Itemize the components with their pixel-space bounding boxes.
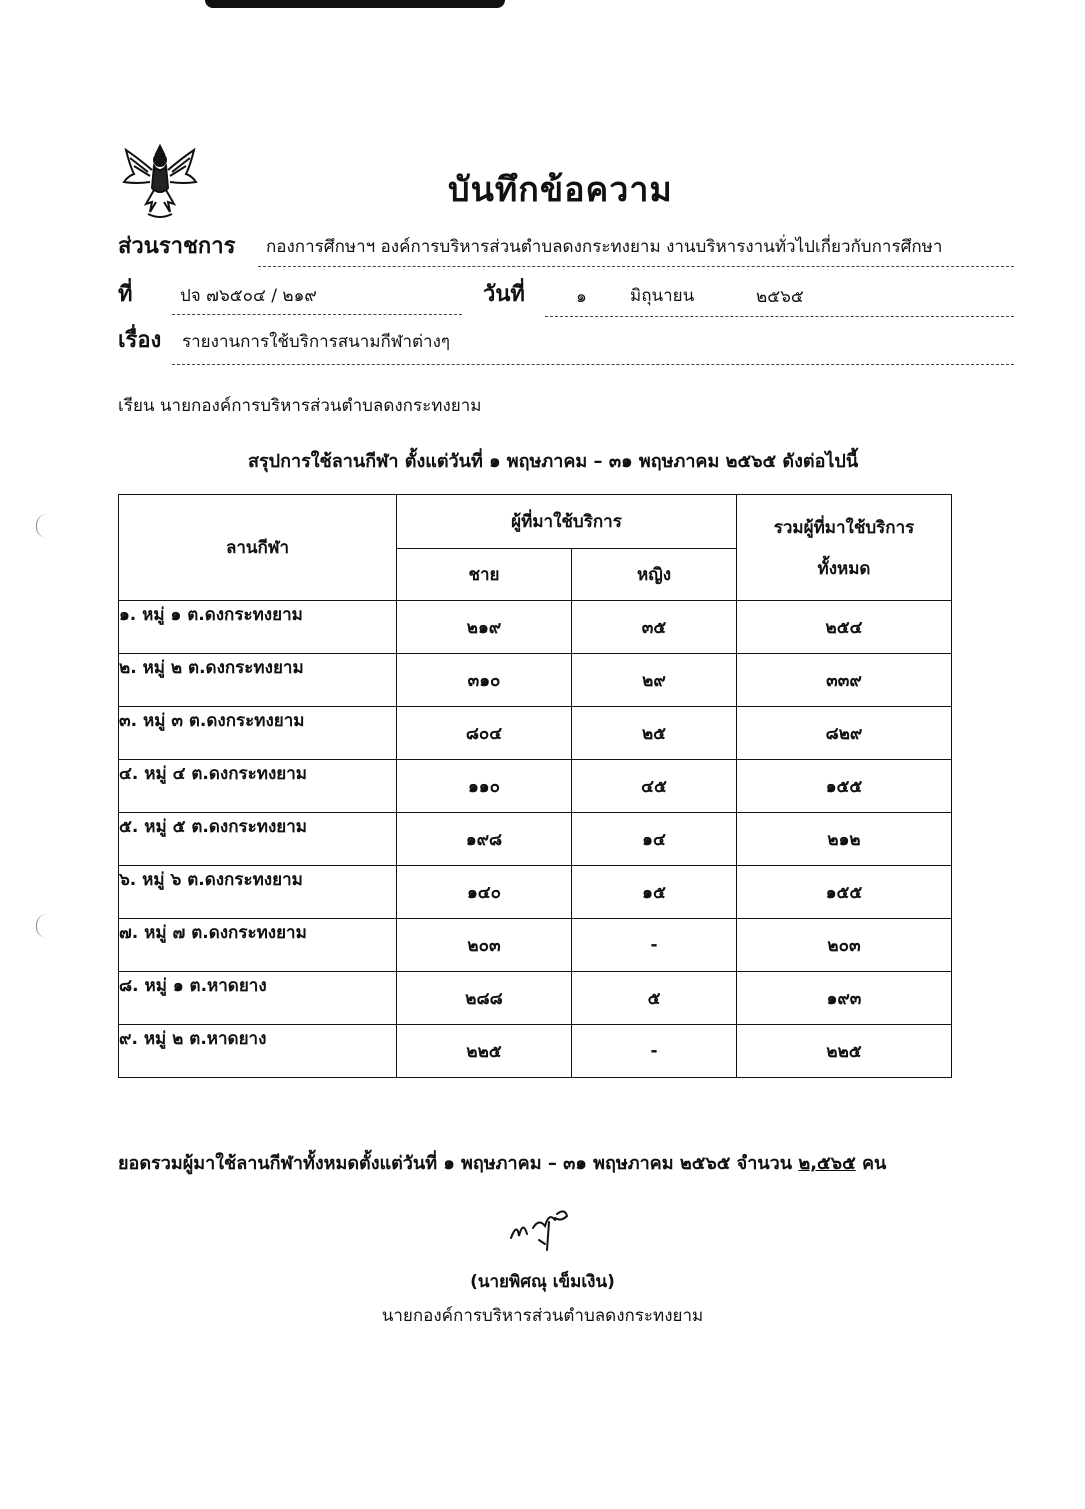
row-field-name: ๒. หมู่ ๒ ต.ดงกระทงยาม — [119, 654, 397, 707]
agency-label: ส่วนราชการ — [118, 234, 236, 259]
usage-table — [118, 494, 952, 1078]
row-male-count: ๒๒๕ — [397, 1025, 572, 1078]
table-row — [119, 601, 952, 654]
garuda-emblem-icon — [120, 140, 200, 222]
agency-value: กองการศึกษาฯ องค์การบริหารส่วนตำบลดงกระทงยาม งานบริหารงานทั่วไปเกี่ยวกับการศึกษา — [266, 237, 943, 257]
signatory-name: (นายพิศณุ เข็มเงิน) — [470, 1272, 615, 1292]
row-male-count: ๑๔๐ — [397, 866, 572, 919]
row-female-count: - — [572, 919, 737, 972]
ref-label: ที่ — [118, 282, 133, 307]
row-field-name: ๘. หมู่ ๑ ต.หาดยาง — [119, 972, 397, 1025]
date-label: วันที่ — [483, 282, 525, 307]
table-row — [119, 654, 952, 707]
row-field-name: ๕. หมู่ ๕ ต.ดงกระทงยาม — [119, 813, 397, 866]
header-field: ลานกีฬา — [119, 495, 397, 601]
header-total-line1: รวมผู้ที่มาใช้บริการ — [773, 517, 915, 538]
date-year: ๒๕๖๕ — [756, 287, 804, 307]
scan-edge-mark — [205, 0, 505, 8]
row-female-count: ๑๕ — [572, 866, 737, 919]
row-total-count: ๑๙๓ — [737, 972, 952, 1025]
grand-total-amount: ๒,๕๖๕ — [798, 1153, 856, 1174]
header-total — [737, 495, 952, 601]
row-field-name: ๙. หมู่ ๒ ต.หาดยาง — [119, 1025, 397, 1078]
header-total-line2: ทั้งหมด — [817, 558, 871, 579]
row-male-count: ๑๑๐ — [397, 760, 572, 813]
row-female-count: ๔๕ — [572, 760, 737, 813]
table-row — [119, 707, 952, 760]
row-total-count: ๒๑๒ — [737, 813, 952, 866]
handwritten-signature — [505, 1200, 585, 1256]
summary-heading: สรุปการใช้ลานกีฬา ตั้งแต่วันที่ ๑ พฤษภาคม – ๓๑ พฤษภาคม ๒๕๖๕ ดังต่อไปนี้ — [248, 451, 859, 472]
row-female-count: ๕ — [572, 972, 737, 1025]
row-female-count: ๑๔ — [572, 813, 737, 866]
page-title: บันทึกข้อความ — [448, 170, 673, 210]
signatory-position: นายกองค์การบริหารส่วนตำบลดงกระทงยาม — [381, 1306, 704, 1326]
row-total-count: ๒๕๔ — [737, 601, 952, 654]
addressee: เรียน นายกองค์การบริหารส่วนตำบลดงกระทงยาม — [118, 396, 482, 416]
row-total-count: ๘๒๙ — [737, 707, 952, 760]
row-male-count: ๓๑๐ — [397, 654, 572, 707]
date-dotted-line — [545, 316, 1014, 317]
row-field-name: ๓. หมู่ ๓ ต.ดงกระทงยาม — [119, 707, 397, 760]
grand-total-prefix: ยอดรวมผู้มาใช้ลานกีฬาทั้งหมดตั้งแต่วันที่ ๑ พฤษภาคม – ๓๑ พฤษภาคม ๒๕๖๕ จำนวน — [118, 1153, 793, 1174]
row-male-count: ๘๐๔ — [397, 707, 572, 760]
header-users: ผู้ที่มาใช้บริการ — [397, 495, 737, 549]
row-female-count: ๓๕ — [572, 601, 737, 654]
row-male-count: ๑๙๘ — [397, 813, 572, 866]
date-day: ๑ — [576, 287, 587, 307]
row-female-count: ๒๕ — [572, 707, 737, 760]
table-row — [119, 866, 952, 919]
grand-total-line — [118, 1148, 886, 1177]
row-total-count: ๑๕๕ — [737, 760, 952, 813]
table-row — [119, 813, 952, 866]
row-total-count: ๑๕๕ — [737, 866, 952, 919]
ref-dotted-line — [172, 314, 462, 315]
table-row — [119, 919, 952, 972]
row-total-count: ๓๓๙ — [737, 654, 952, 707]
row-field-name: ๑. หมู่ ๑ ต.ดงกระทงยาม — [119, 601, 397, 654]
subject-dotted-line — [172, 364, 1014, 365]
punch-mark — [36, 914, 47, 938]
row-male-count: ๒๑๙ — [397, 601, 572, 654]
agency-dotted-line — [258, 266, 1014, 267]
subject-label: เรื่อง — [118, 328, 162, 353]
grand-total-unit: คน — [861, 1153, 887, 1174]
row-total-count: ๒๒๕ — [737, 1025, 952, 1078]
row-female-count: - — [572, 1025, 737, 1078]
table-row — [119, 760, 952, 813]
date-month: มิถุนายน — [630, 286, 695, 306]
table-row — [119, 972, 952, 1025]
punch-mark — [36, 514, 47, 538]
header-female: หญิง — [572, 549, 737, 601]
row-field-name: ๖. หมู่ ๖ ต.ดงกระทงยาม — [119, 866, 397, 919]
row-male-count: ๒๘๘ — [397, 972, 572, 1025]
table-row — [119, 1025, 952, 1078]
row-total-count: ๒๐๓ — [737, 919, 952, 972]
row-male-count: ๒๐๓ — [397, 919, 572, 972]
row-field-name: ๔. หมู่ ๔ ต.ดงกระทงยาม — [119, 760, 397, 813]
row-female-count: ๒๙ — [572, 654, 737, 707]
ref-value: ปจ ๗๖๕๐๔ / ๒๑๙ — [180, 286, 317, 306]
subject-value: รายงานการใช้บริการสนามกีฬาต่างๆ — [182, 332, 451, 352]
header-male: ชาย — [397, 549, 572, 601]
row-field-name: ๗. หมู่ ๗ ต.ดงกระทงยาม — [119, 919, 397, 972]
